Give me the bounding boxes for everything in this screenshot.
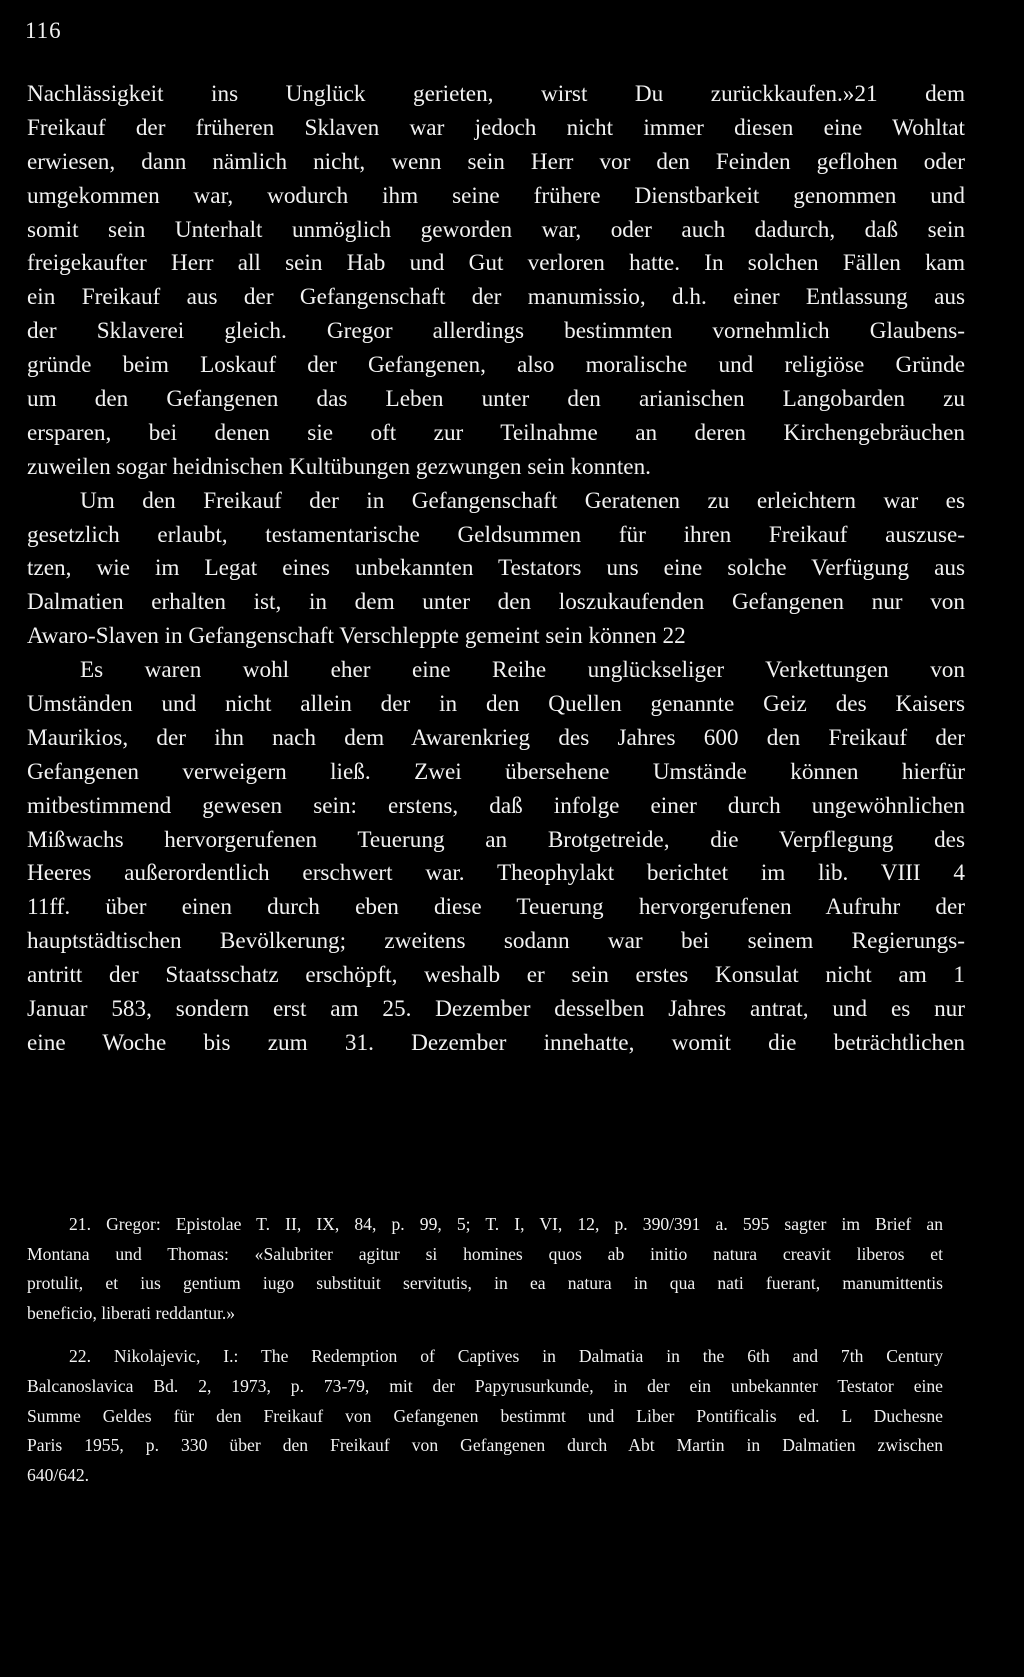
body-text-line: hauptstädtischen Bevölkerung; zweitens sodann war bei seinem Regierungs- [27, 928, 965, 955]
footnote [27, 1342, 943, 1490]
body-text-line: Januar 583, sondern erst am 25. Dezember desselben Jahres antrat, und es nur [27, 996, 965, 1023]
footnote-line: 22. Nikolajevic, I.: The Redemption of Captives in Dalmatia in the 6th and 7th Century [69, 1346, 943, 1367]
footnote-line: Paris 1955, p. 330 über den Freikauf von Gefangenen durch Abt Martin in Dalmatien zwischen [27, 1435, 943, 1456]
body-text-line: Umständen und nicht allein der in den Quellen genannte Geiz des Kaisers [27, 691, 965, 718]
body-text-line: Maurikios, der ihn nach dem Awarenkrieg des Jahres 600 den Freikauf der [27, 724, 965, 751]
footnote-line: Montana und Thomas: «Salubriter agitur si homines quos ab initio natura creavit liberos et [27, 1243, 943, 1264]
body-text-line: 11ff. über einen durch eben diese Teuerung hervorgerufenen Aufruhr der [27, 894, 965, 921]
body-text-line: Nachlässigkeit ins Unglück gerieten, wirst Du zurückkaufen.»21 dem [27, 81, 965, 107]
body-text-line: Gefangenen verweigern ließ. Zwei übersehene Umstände können hierfür [27, 758, 965, 785]
body-text-line: tzen, wie im Legat eines unbekannten Testators uns eine solche Verfügung aus [27, 555, 965, 582]
body-text-line: Awaro-Slaven in Gefangenschaft Verschleppte gemeint sein können 22 [27, 623, 686, 650]
footnote-line: beneficio, liberati reddantur.» [27, 1302, 236, 1323]
body-text-line: um den Gefangenen das Leben unter den arianischen Langobarden zu [27, 386, 965, 413]
body-text-line: Mißwachs hervorgerufenen Teuerung an Brotgetreide, die Verpflegung des [27, 826, 965, 853]
footnote-line: protulit, et ius gentium iugo substituit servitutis, in ea natura in qua nati fuerant, manumittentis [27, 1273, 943, 1294]
footnote-line: 21. Gregor: Epistolae T. II, IX, 84, p. 99, 5; T. I, VI, 12, p. 390/391 a. 595 sagter im Brief an [69, 1214, 943, 1234]
body-text-line: Es waren wohl eher eine Reihe unglückseliger Verkettungen von [80, 657, 965, 684]
body-text-line: mitbestimmend gewesen sein: erstens, daß infolge einer durch ungewöhnlichen [27, 792, 965, 819]
body-text-line: Dalmatien erhalten ist, in dem unter den loszukaufenden Gefangenen nur von [27, 589, 965, 616]
body-text-line: eine Woche bis zum 31. Dezember innehatte, womit die beträchtlichen [27, 1029, 965, 1056]
footnote-line: Summe Geldes für den Freikauf von Gefangenen bestimmt und Liber Pontificalis ed. L Duchesne [27, 1405, 943, 1426]
footnote-separator [27, 1328, 943, 1342]
body-text-line: gründe beim Loskauf der Gefangenen, also moralische und religiöse Gründe [27, 352, 965, 379]
page-number: 116 [25, 18, 62, 43]
main-text-body [27, 78, 965, 1061]
body-text-line: der Sklaverei gleich. Gregor allerdings bestimmten vornehmlich Glaubens- [27, 318, 965, 345]
body-text-line: zuweilen sogar heidnischen Kultübungen gezwungen sein konnten. [27, 453, 651, 480]
body-text-line: Heeres außerordentlich erschwert war. Theophylakt berichtet im lib. VIII 4 [27, 860, 965, 887]
body-text-line: antritt der Staatsschatz erschöpft, weshalb er sein erstes Konsulat nicht am 1 [27, 962, 965, 989]
body-text-line: erwiesen, dann nämlich nicht, wenn sein Herr vor den Feinden geflohen oder [27, 148, 965, 175]
footnotes-section [27, 1210, 943, 1490]
footnote-line: Balcanoslavica Bd. 2, 1973, p. 73-79, mit der Papyrusurkunde, in der ein unbekannter Testator eine [27, 1375, 943, 1396]
body-text-line: Um den Freikauf der in Gefangenschaft Geratenen zu erleichtern war es [80, 487, 965, 514]
body-text-line: freigekaufter Herr all sein Hab und Gut verloren hatte. In solchen Fällen kam [27, 250, 965, 277]
body-text-line: ein Freikauf aus der Gefangenschaft der manumissio, d.h. einer Entlassung aus [27, 284, 965, 311]
body-text-line: umgekommen war, wodurch ihm seine frühere Dienstbarkeit genommen und [27, 182, 965, 209]
body-text-line: ersparen, bei denen sie oft zur Teilnahme an deren Kirchengebräuchen [27, 419, 965, 446]
footnote-line: 640/642. [27, 1464, 90, 1485]
footnote [27, 1210, 943, 1328]
body-text-line: Freikauf der früheren Sklaven war jedoch nicht immer diesen eine Wohltat [27, 114, 965, 141]
body-text-line: gesetzlich erlaubt, testamentarische Geldsummen für ihren Freikauf auszuse- [27, 521, 965, 548]
body-text-line: somit sein Unterhalt unmöglich geworden war, oder auch dadurch, daß sein [27, 216, 965, 243]
